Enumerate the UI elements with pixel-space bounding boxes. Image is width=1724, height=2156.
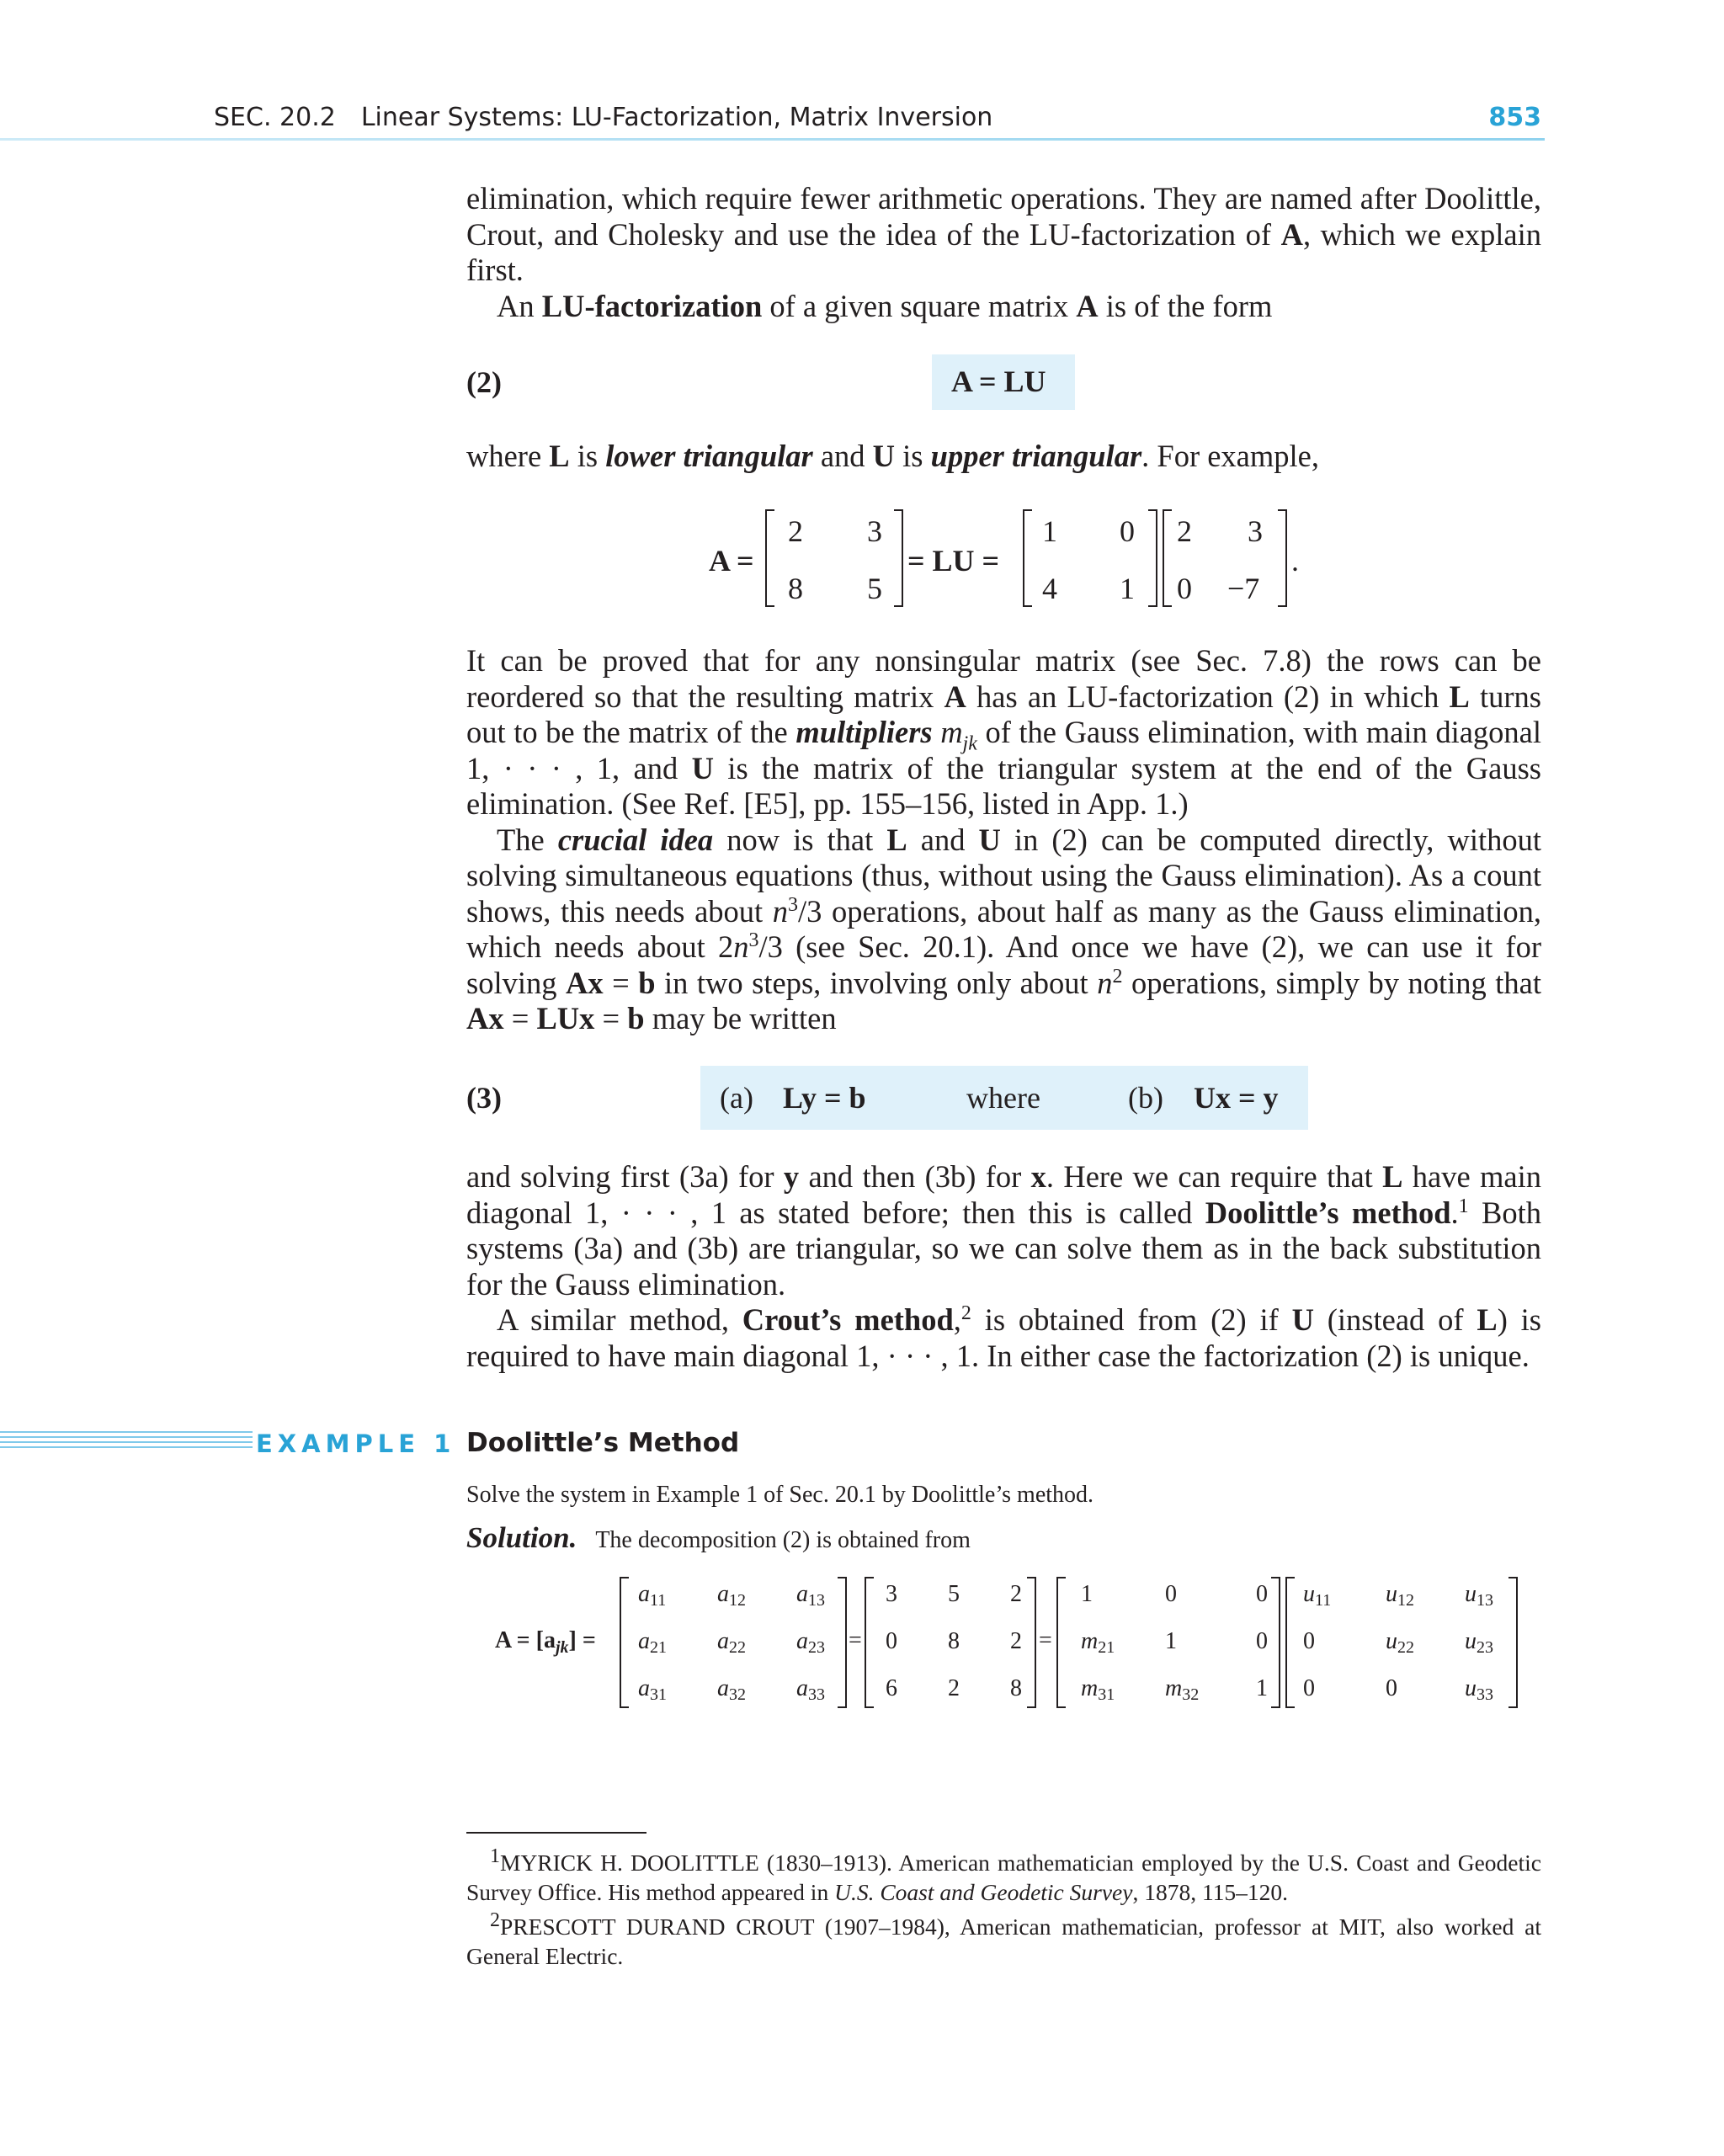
solution-line bbox=[466, 1521, 971, 1555]
doolittle-text: and solving first (3a) for y and then (3b) for x. Here we can require that L have main diagonal 1, · · · , 1 as stated before; then this is called Doolittle’s method.$^1$ Both systems (3a) and (3b) are triangular, so we can solve them as in the back substitution for the Gauss elimination. bbox=[466, 1159, 1541, 1302]
svg-text:0: 0 bbox=[1303, 1628, 1315, 1654]
svg-text:u12: u12 bbox=[1386, 1581, 1414, 1610]
svg-text:2: 2 bbox=[1010, 1581, 1022, 1607]
solution-text: The decomposition (2) is obtained from bbox=[595, 1527, 971, 1553]
multipliers-text: It can be proved that for any nonsingular matrix (see Sec. 7.8) the rows can be reordered so that the resulting matrix A has an LU-factorization (2) in which L turns out to be the matrix of the multipliers $m_{jk}$ of the Gauss elimination, with main diagonal 1, · · · , 1, and U is the matrix of the triangular system at the end of the Gauss elimination. (See Ref. [E5], pp. 155–156, listed in App. 1.) bbox=[466, 643, 1541, 821]
svg-text:1: 1 bbox=[1256, 1675, 1268, 1701]
upper-matrix bbox=[1303, 1581, 1493, 1704]
svg-text:a21: a21 bbox=[638, 1628, 667, 1657]
symbolic-matrix bbox=[638, 1581, 825, 1704]
svg-text:8: 8 bbox=[1010, 1675, 1022, 1701]
equation-number-3: (3) bbox=[466, 1081, 502, 1115]
matrix-cell: 3 bbox=[867, 514, 882, 548]
eq3-b: Ux = y bbox=[1194, 1081, 1279, 1115]
footnote-rule bbox=[466, 1832, 646, 1834]
example-title: Doolittle’s Method bbox=[466, 1428, 740, 1458]
svg-text:3: 3 bbox=[886, 1581, 897, 1607]
matrix-cell: 0 bbox=[1120, 514, 1135, 548]
svg-text:0: 0 bbox=[886, 1628, 897, 1654]
crucial-idea-text: The crucial idea now is that L and U in (2) can be computed directly, without solving simultaneous equations (thus, without using the Gauss elimination). As a count shows, this needs about $n^3/3$ operations, about half as many as the Gauss elimination, which needs about $2n^3/3$ (see Sec. 20.1). And once we have (2), we can use it for solving Ax = b in two steps, involving only about $n^2$ operations, simply by noting that Ax = LUx = b may be written bbox=[466, 822, 1542, 1035]
matrix-cell: 2 bbox=[788, 514, 803, 548]
decomp-lhs: $A = [a_{jk}]$ = bbox=[495, 1627, 596, 1657]
svg-text:a12: a12 bbox=[717, 1581, 746, 1610]
svg-text:8: 8 bbox=[948, 1628, 960, 1654]
equation-2: A = LU bbox=[951, 365, 1046, 398]
intro-text: elimination, which require fewer arithmetic operations. They are named after Doolittle, Crout, and Cholesky and use the idea of the LU-factorization of A, which we explain first. bbox=[466, 181, 1541, 287]
matrix-cell: 8 bbox=[788, 572, 803, 605]
svg-text:u13: u13 bbox=[1465, 1581, 1493, 1610]
svg-text:0: 0 bbox=[1303, 1675, 1315, 1701]
running-header bbox=[214, 103, 992, 132]
svg-text:a31: a31 bbox=[638, 1675, 667, 1704]
crout-text: A similar method, Crout’s method,$^2$ is obtained from (2) if U (instead of L) is required to have main diagonal 1, · · · , 1. In either case the factorization (2) is unique. bbox=[466, 1302, 1541, 1373]
svg-text:m31: m31 bbox=[1081, 1675, 1115, 1704]
equation-number-2: (2) bbox=[466, 365, 502, 399]
svg-text:u11: u11 bbox=[1303, 1581, 1332, 1610]
footnotes bbox=[466, 1845, 1541, 1976]
eq3-a-label: (a) bbox=[720, 1081, 753, 1115]
svg-text:2: 2 bbox=[1010, 1628, 1022, 1654]
svg-text:1: 1 bbox=[1165, 1628, 1177, 1654]
equals-sign: = bbox=[849, 1627, 862, 1653]
example-label: EXAMPLE 1 bbox=[253, 1429, 455, 1458]
matrix-cell: 5 bbox=[867, 572, 882, 605]
doolittle-paragraph bbox=[466, 1159, 1541, 1374]
matrix-cell: −7 bbox=[1227, 572, 1260, 605]
eq3-where: where bbox=[966, 1081, 1040, 1115]
section-number: SEC. 20.2 bbox=[214, 103, 336, 132]
svg-text:m32: m32 bbox=[1165, 1675, 1200, 1704]
svg-text:a13: a13 bbox=[796, 1581, 825, 1610]
page-number: 853 bbox=[1488, 103, 1541, 132]
doolittle-decomposition bbox=[488, 1573, 1524, 1716]
svg-text:0: 0 bbox=[1256, 1628, 1268, 1654]
svg-text:0: 0 bbox=[1165, 1581, 1177, 1607]
equals-sign: = bbox=[1039, 1627, 1052, 1653]
proof-paragraph bbox=[466, 643, 1541, 1037]
lower-matrix bbox=[1081, 1581, 1268, 1704]
intro-paragraph bbox=[466, 181, 1541, 324]
header-rule bbox=[0, 138, 1545, 141]
eq3-b-label: (b) bbox=[1128, 1081, 1163, 1115]
matrix-cell: 1 bbox=[1042, 514, 1057, 548]
svg-text:u33: u33 bbox=[1465, 1675, 1493, 1704]
matrix-cell: 3 bbox=[1248, 514, 1263, 548]
svg-text:a22: a22 bbox=[717, 1628, 746, 1657]
svg-text:0: 0 bbox=[1386, 1675, 1397, 1701]
matrix-cell: 1 bbox=[1120, 572, 1135, 605]
period: . bbox=[1291, 544, 1299, 578]
svg-text:5: 5 bbox=[948, 1581, 960, 1607]
footnote-1: $^1$MYRICK H. DOOLITTLE (1830–1913). American mathematician employed by the U.S. Coast and Geodetic Survey Office. His method appeared in U.S. Coast and Geodetic Survey, 1878, 115–120. bbox=[466, 1845, 1541, 1905]
triangular-paragraph: where L is lower triangular and U is upper triangular. For example, bbox=[466, 439, 1319, 473]
footnote-2: $^2$PRESCOTT DURAND CROUT (1907–1984), American mathematician, professor at MIT, also worked at General Electric. bbox=[466, 1908, 1541, 1969]
solution-label: Solution. bbox=[466, 1521, 577, 1554]
svg-text:1: 1 bbox=[1081, 1581, 1093, 1607]
matrix-cell: 4 bbox=[1042, 572, 1057, 605]
example-statement: Solve the system in Example 1 of Sec. 20.1 by Doolittle’s method. bbox=[466, 1482, 1094, 1508]
svg-text:u23: u23 bbox=[1465, 1628, 1493, 1657]
svg-text:a11: a11 bbox=[638, 1581, 667, 1610]
lu-definition-text: An LU-factorization of a given square matrix A is of the form bbox=[497, 288, 1273, 323]
svg-text:u22: u22 bbox=[1386, 1628, 1414, 1657]
eq3-a: Ly = b bbox=[783, 1081, 866, 1115]
example-lu-equation bbox=[699, 503, 1322, 616]
svg-text:2: 2 bbox=[948, 1675, 960, 1701]
section-title: Linear Systems: LU-Factorization, Matrix Inversion bbox=[360, 103, 993, 132]
svg-text:0: 0 bbox=[1256, 1581, 1268, 1607]
numeric-matrix bbox=[886, 1581, 1022, 1701]
svg-text:a23: a23 bbox=[796, 1628, 825, 1657]
svg-text:6: 6 bbox=[886, 1675, 897, 1701]
matrix-cell: 0 bbox=[1177, 572, 1192, 605]
matrix-cell: 2 bbox=[1177, 514, 1192, 548]
svg-text:a32: a32 bbox=[717, 1675, 746, 1704]
lhs-A: A = bbox=[709, 544, 754, 578]
svg-text:a33: a33 bbox=[796, 1675, 825, 1704]
equals-LU: = LU = bbox=[907, 544, 1000, 578]
svg-text:m21: m21 bbox=[1081, 1628, 1115, 1657]
